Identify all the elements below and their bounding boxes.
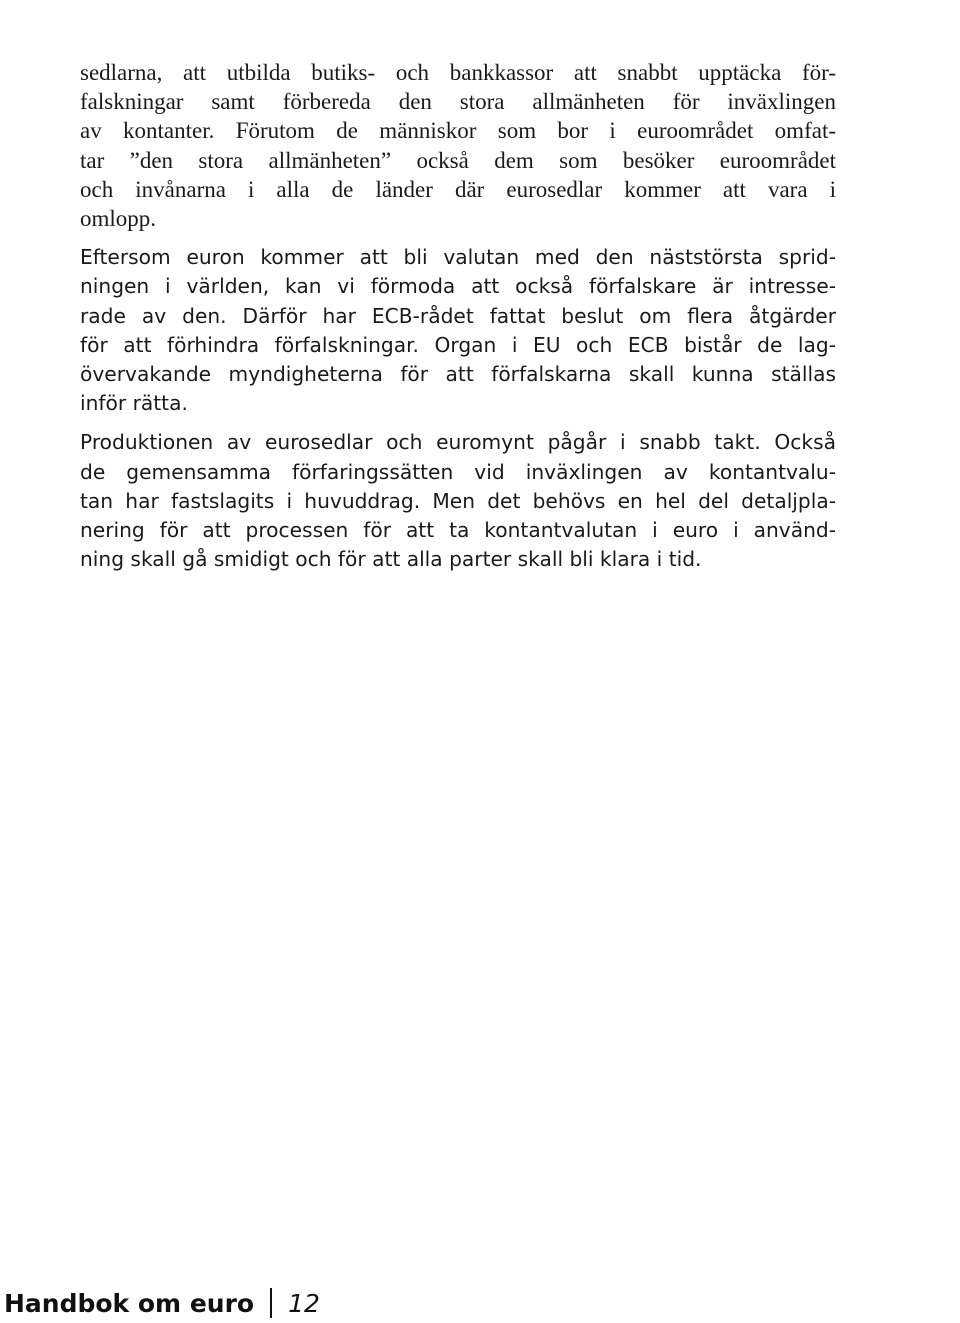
page-number: 12 — [288, 1288, 320, 1318]
text-line: tan har fastslagits i huvuddrag. Men det behövs en hel del detaljpla- — [80, 488, 836, 513]
text-line: omlopp. — [80, 206, 157, 232]
text-line: för att förhindra förfalskningar. Organ i EU och ECB bistår de lag- — [80, 332, 836, 357]
text-line: sedlarna, att utbilda butiks- och bankkassor att snabbt upptäcka för- — [80, 60, 836, 85]
text-line: nering för att processen för att ta kontantvalutan i euro i använd- — [80, 518, 836, 543]
footer-title: Handbok om euro — [4, 1288, 255, 1318]
text-line: Eftersom euron kommer att bli valutan med den näststörsta sprid- — [80, 245, 836, 270]
page-footer — [4, 1283, 320, 1323]
text-line: Produktionen av eurosedlar och euromynt pågår i snabb takt. Också — [80, 430, 836, 455]
text-line: inför rätta. — [80, 391, 188, 416]
text-line: falskningar samt förbereda den stora allmänheten för inväxlingen — [80, 89, 836, 115]
text-line: av kontanter. Förutom de människor som bor i euroområdet omfat- — [80, 118, 836, 144]
text-line: ning skall gå smidigt och för att alla parter skall bli klara i tid. — [80, 547, 702, 572]
paragraph-2 — [80, 243, 836, 418]
text-line: de gemensamma förfaringssätten vid inväxlingen av kontantvalu- — [80, 459, 836, 484]
paragraph-1 — [80, 58, 836, 233]
page-body — [80, 58, 836, 584]
footer-divider — [270, 1288, 272, 1318]
text-line: tar ”den stora allmänheten” också dem som besöker euroområdet — [80, 147, 836, 173]
text-line: övervakande myndigheterna för att förfalskarna skall kunna ställas — [80, 362, 836, 387]
text-line: och invånarna i alla de länder där eurosedlar kommer att vara i — [80, 176, 836, 202]
text-line: rade av den. Därför har ECB-rådet fattat beslut om flera åtgärder — [80, 303, 836, 328]
paragraph-3 — [80, 428, 836, 574]
text-line: ningen i världen, kan vi förmoda att också förfalskare är intresse- — [80, 274, 836, 299]
